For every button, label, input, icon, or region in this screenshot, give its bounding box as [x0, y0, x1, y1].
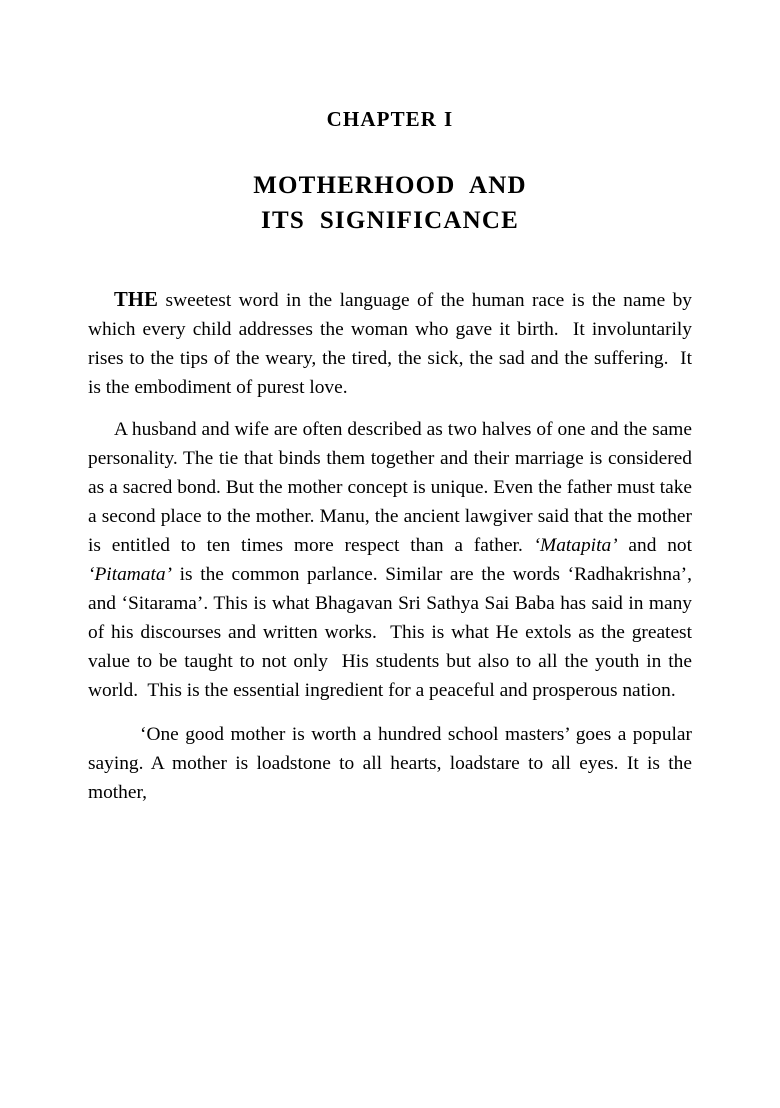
chapter-label — [88, 0, 692, 131]
term-matapita: ‘Matapita’ — [533, 535, 618, 557]
chapter-word: CHAPTER — [326, 107, 438, 131]
paragraph-3-text: ‘One good mother is worth a hundred school masters’ goes a popular saying. A mother is loadstone to all hearts, loadstare to all eyes. It is the mother, — [88, 724, 697, 804]
paragraph-2 — [88, 415, 697, 705]
page-content — [88, 0, 697, 807]
paragraph-1 — [88, 286, 697, 402]
body-text — [88, 238, 697, 807]
chapter-title — [88, 131, 692, 238]
paragraph-1-text: sweetest word in the language of the human race is the name by which every child addresses the woman who gave it birth. It involuntarily rises to the tips of the weary, the tired, the sick, the sad and the suffering. It is the embodiment of purest love. — [88, 290, 697, 399]
paragraph-2-part-3: is the common parlance. Similar are the words ‘Radhakrishna’, and ‘Sitarama’. This is what Bhagavan Sri Sathya Sai Baba has said in many of his discourses and written works. This is what He extols as the greatest value to be taught to not only His students but also to all the youth in the world. This is the essential ingredient for a peaceful and prosperous nation. — [88, 564, 697, 702]
chapter-numeral: I — [444, 107, 454, 131]
paragraph-2-part-2: and not — [617, 535, 697, 557]
chapter-title-line-1: MOTHERHOOD AND — [253, 172, 527, 200]
term-pitamata: ‘Pitamata’ — [88, 564, 173, 586]
chapter-title-line-2: ITS SIGNIFICANCE — [261, 206, 519, 234]
paragraph-1-lead-word: THE — [114, 289, 159, 312]
paragraph-2-part-1: A husband and wife are often described as two halves of one and the same personality. The tie that binds them together and their marriage is considered as a sacred bond. But the mother concept is unique. Even the father must take a second place to the mother. Manu, the ancient lawgiver said that the mother is entitled to ten times more respect than a father. — [88, 419, 697, 557]
paragraph-3 — [88, 720, 697, 807]
